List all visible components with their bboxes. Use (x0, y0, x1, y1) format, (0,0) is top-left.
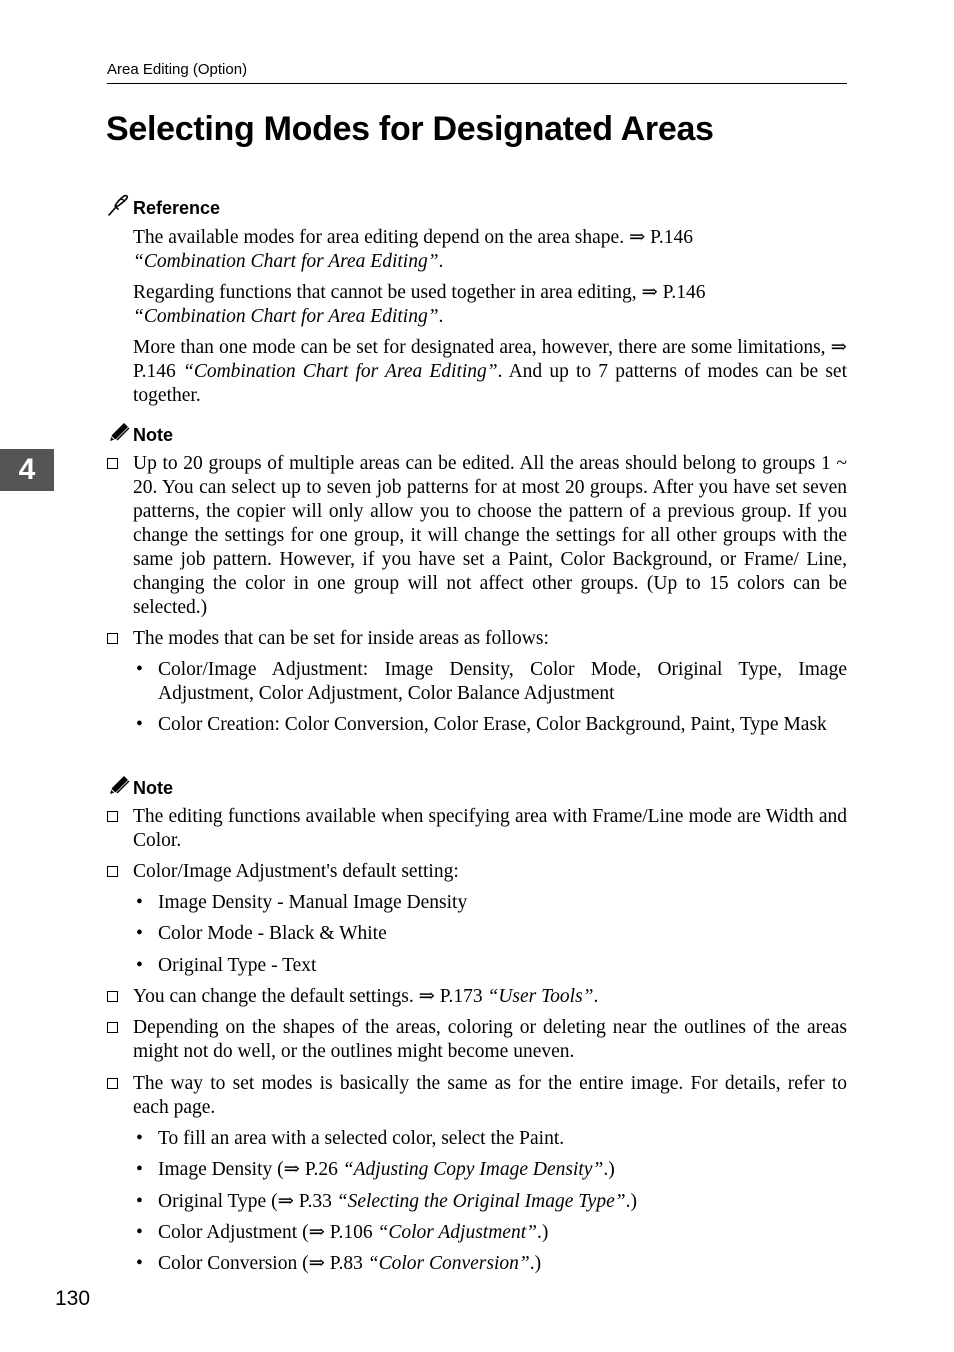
bullet-text: Image Density - Manual Image Density (158, 892, 468, 913)
note-item-text: Up to 20 groups of multiple areas can be edited. All the areas should belong to groups 1 ~ 20. You can select up to seven job patterns for at most 20 groups. After you have set seven patterns, the copier will only allow you to choose the pattern of a previous group. If you change the settings for one group, it will change the settings for all other groups with the same job pattern. However, if you have set a Paint, Color Background, or Frame/ Line, changing the color in one group will not affect other groups. (Up to 15 colors can be selected.) (133, 453, 847, 618)
reference-paragraph (133, 226, 847, 274)
note-item (107, 1016, 847, 1064)
bullet-marker: • (136, 923, 143, 944)
checkbox-marker-icon (107, 866, 118, 877)
note-item (107, 860, 847, 884)
bullet-text (158, 1190, 847, 1214)
paragraph-text: . (438, 306, 444, 327)
cross-reference-link[interactable]: “Adjusting Copy Image Density” (342, 1159, 604, 1180)
pointing-hand-icon (107, 193, 131, 217)
bullet-text-part: .) (625, 1191, 637, 1212)
note-item (107, 452, 847, 620)
page-title: Selecting Modes for Designated Areas (106, 110, 714, 148)
header-rule (107, 83, 847, 84)
note-label: Note (133, 425, 173, 445)
bullet-marker: • (136, 955, 143, 976)
cross-reference-link[interactable]: “Selecting the Original Image Type” (336, 1191, 626, 1212)
bullet-text-part: To fill an area with a selected color, select the Paint. (158, 1128, 565, 1149)
bullet-marker: • (136, 714, 143, 735)
cross-reference-link[interactable]: “Combination Chart for Area Editing” (182, 361, 498, 382)
bullet-text (158, 1221, 847, 1245)
bullet-marker: • (136, 1253, 143, 1274)
bullet-text: Color Mode - Black & White (158, 923, 387, 944)
bullet-text: Original Type - Text (158, 955, 317, 976)
bullet-marker: • (136, 659, 143, 680)
bullet-item (133, 1127, 847, 1151)
page-number: 130 (55, 1287, 91, 1310)
reference-heading (107, 193, 220, 217)
pencil-icon (107, 773, 131, 797)
bullet-text (158, 1252, 847, 1276)
cross-reference-link[interactable]: “Combination Chart for Area Editing” (133, 306, 439, 327)
bullet-text-part: Color Conversion (⇒ P.83 (158, 1253, 368, 1274)
note-item-text-part: . (593, 986, 599, 1007)
note-item (107, 805, 847, 853)
cross-reference-link[interactable]: “Color Adjustment” (377, 1222, 537, 1243)
bullet-text-part: .) (603, 1159, 615, 1180)
bullet-item (133, 1252, 847, 1276)
cross-reference-link[interactable]: “User Tools” (487, 986, 594, 1007)
reference-paragraph (133, 281, 847, 329)
checkbox-marker-icon (107, 991, 118, 1002)
bullet-text-part: Image Density (⇒ P.26 (158, 1159, 343, 1180)
bullet-item (133, 954, 847, 978)
bullet-marker: • (136, 1159, 143, 1180)
note-item-text (133, 985, 847, 1009)
paragraph-text: . (438, 251, 444, 272)
bullet-marker: • (136, 1191, 143, 1212)
paragraph-text: . And up to 7 patterns of modes can be set together. (133, 361, 848, 406)
cross-reference-link[interactable]: “Color Conversion” (367, 1253, 530, 1274)
bullet-item (133, 922, 847, 946)
bullet-item (133, 658, 847, 706)
note-heading (107, 773, 173, 797)
bullet-text-part: .) (536, 1222, 549, 1243)
bullet-text: Color/Image Adjustment: Image Density, Color Mode, Original Type, Image Adjustment, Color Adjustment, Color Balance Adjustment (158, 659, 847, 704)
checkbox-marker-icon (107, 811, 118, 822)
bullet-item (133, 1158, 847, 1182)
bullet-marker: • (136, 1222, 143, 1243)
checkbox-marker-icon (107, 1022, 118, 1033)
note-item-text: Depending on the shapes of the areas, coloring or deleting near the outlines of the areas might not do well, or the outlines might become uneven. (133, 1017, 847, 1062)
running-header: Area Editing (Option) (107, 61, 248, 78)
note-item-text: The editing functions available when specifying area with Frame/Line mode are Width and Color. (133, 806, 847, 851)
paragraph-text: Regarding functions that cannot be used together in area editing, ⇒ P.146 (133, 282, 706, 303)
note-item-text: The way to set modes is basically the same as for the entire image. For details, refer to each page. (133, 1073, 847, 1118)
checkbox-marker-icon (107, 458, 118, 469)
reference-paragraph (133, 336, 847, 408)
bullet-marker: • (136, 1128, 143, 1149)
note-item-text: Color/Image Adjustment's default setting: (133, 861, 459, 882)
bullet-item (133, 1221, 847, 1245)
note-item (107, 627, 847, 651)
cross-reference-link[interactable]: “Combination Chart for Area Editing” (133, 251, 439, 272)
paragraph-text: More than one mode can be set for designated area, however, there are some limitations, ⇒ P.146 (133, 337, 847, 382)
note-heading (107, 420, 173, 444)
reference-label: Reference (133, 198, 221, 218)
bullet-text-part: .) (529, 1253, 542, 1274)
bullet-item (133, 891, 847, 915)
note-item (107, 1072, 847, 1120)
bullet-text (158, 1158, 847, 1182)
pencil-icon (107, 420, 131, 444)
checkbox-marker-icon (107, 1078, 118, 1089)
bullet-item (133, 1190, 847, 1214)
note-label: Note (133, 778, 173, 798)
checkbox-marker-icon (107, 633, 118, 644)
note-item (107, 985, 847, 1009)
bullet-text: Color Creation: Color Conversion, Color Erase, Color Background, Paint, Type Mask (158, 714, 827, 735)
bullet-text-part: Color Adjustment (⇒ P.106 (158, 1222, 378, 1243)
bullet-marker: • (136, 892, 143, 913)
bullet-text (158, 1127, 847, 1151)
bullet-item (133, 713, 847, 737)
paragraph-text: The available modes for area editing depend on the area shape. ⇒ P.146 (133, 227, 693, 248)
note-item-text: The modes that can be set for inside areas as follows: (133, 628, 549, 649)
bullet-text-part: Original Type (⇒ P.33 (158, 1191, 337, 1212)
note-item-text-part: You can change the default settings. ⇒ P.173 (133, 986, 488, 1007)
chapter-tab: 4 (0, 449, 54, 491)
